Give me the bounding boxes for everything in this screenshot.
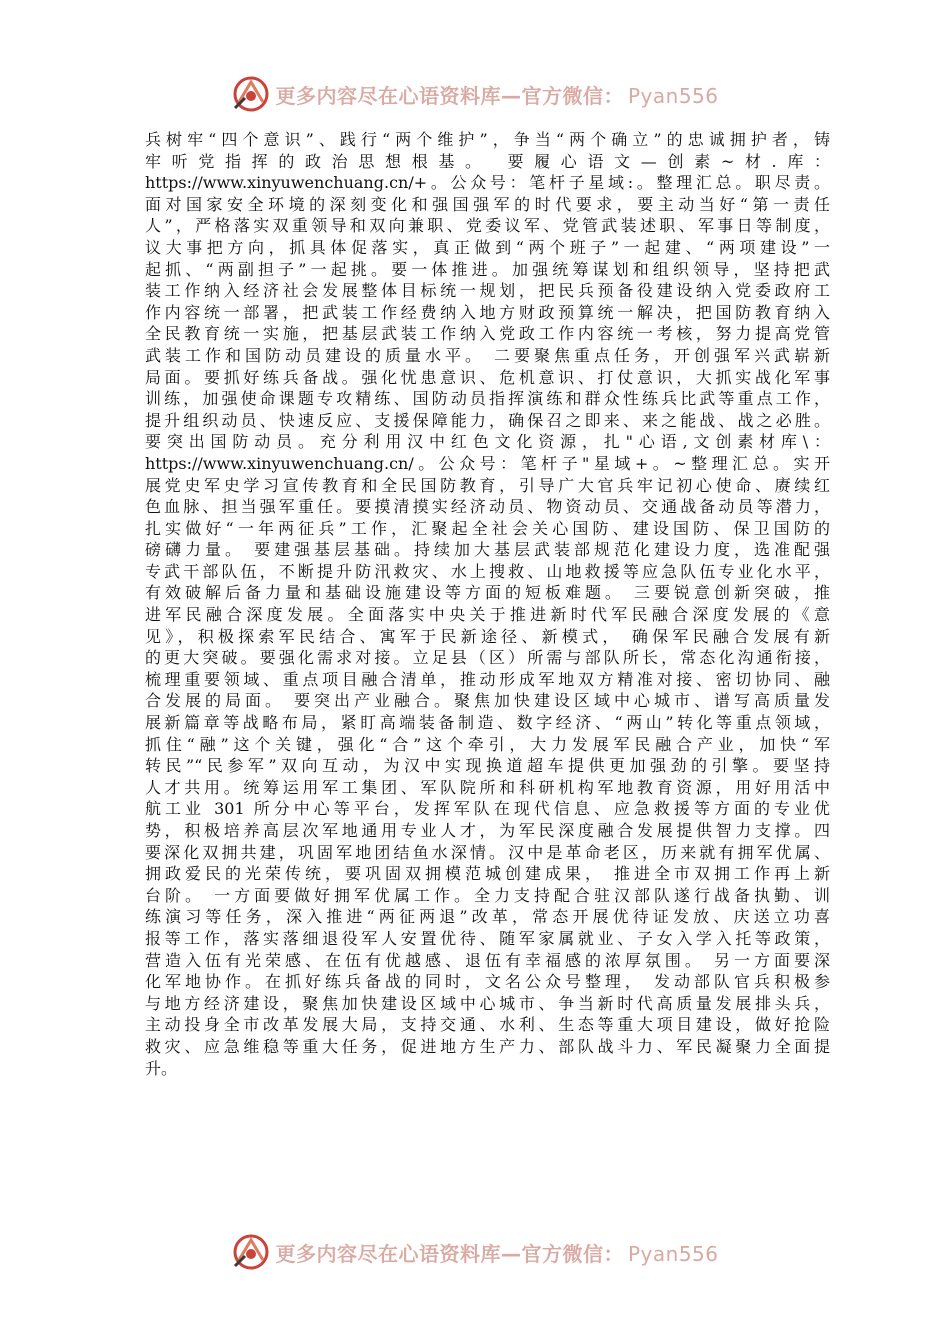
text-line: 作内容统一部署，把武装工作经费纳入地方财政预算统一解决，把国防教育纳入 — [145, 302, 830, 322]
text-line: 报等工作，落实落细退役军人安置优待、随军家属就业、子女入学入托等政策， — [145, 928, 830, 948]
text-line: 进军民融合深度发展。全面落实中央关于推进新时代军民融合深度发展的《意 — [145, 605, 830, 625]
text-line: 见》，积极探索军民结合、寓军于民新途径、新模式， 确保军民融合发展有新 — [145, 626, 830, 646]
banner-text: 更多内容尽在心语资料库—官方微信： Pyan556 — [275, 1241, 719, 1266]
text-line: 磅礴力量。 要建强基层基础。持续加大基层武装部规范化建设力度，选准配强 — [145, 540, 830, 560]
text-line: 营造入伍有光荣感、在伍有优越感、退伍有幸福感的浓厚氛围。 另一方面要深 — [145, 950, 830, 970]
text-line: 专武干部队伍，不断提升防汛救灾、水上搜救、山地救援等应急队伍专业化水平， — [145, 561, 830, 581]
text-line: 有效破解后备力量和基础设施建设等方面的短板难题。 三要锐意创新突破，推 — [145, 583, 830, 603]
text-line: 训练，加强使命课题专攻精练、国防动员指挥演练和群众性练兵比武等重点工作， — [145, 389, 830, 409]
text-line: 兵树牢“四个意识”、践行“两个维护”，争当“两个确立”的忠诚拥护者，铸 — [145, 130, 830, 149]
text-line: 航工业 301 所分中心等平台，发挥军队在现代信息、应急救援等方面的专业优 — [145, 799, 830, 819]
text-line: 全民教育统一实施，把基层武装工作纳入党政工作内容统一考核，努力提高党管 — [145, 324, 830, 344]
document-body — [145, 129, 830, 1079]
text-line: https://www.xinyuwenchuang.cn/+。公众号：笔杆子星域:。整理汇总。职尽责。 — [145, 173, 830, 193]
text-line: 展新篇章等战略布局，紧盯高端装备制造、数字经济、“两山”转化等重点领域， — [145, 713, 830, 733]
text-line: 色血脉、担当强军重任。要摸清摸实经济动员、物资动员、交通战备动员等潜力， — [145, 497, 830, 517]
text-line: 要深化双拥共建，巩固军地团结鱼水深情。汉中是革命老区，历来就有拥军优属、 — [145, 842, 830, 862]
banner-text: 更多内容尽在心语资料库—官方微信： Pyan556 — [275, 83, 719, 108]
text-line: 救灾、应急维稳等重大任务，促进地方生产力、部队战斗力、军民凝聚力全面提 — [145, 1036, 830, 1056]
text-line: 起抓、“两副担子”一起挑。要一体推进。加强统筹谋划和组织领导，坚持把武 — [145, 259, 830, 279]
text-line: 台阶。 一方面要做好拥军优属工作。全力支持配合驻汉部队遂行战备执勤、训 — [145, 885, 830, 905]
footer-watermark-banner — [0, 1230, 950, 1274]
wechat-id: Pyan556 — [627, 1241, 719, 1266]
text-line: 升。 — [145, 1058, 178, 1078]
text-line: 提升组织动员、快速反应、支援保障能力，确保召之即来、来之能战、战之必胜。 — [145, 410, 830, 430]
text-line: 议大事把方向，抓具体促落实，真正做到“两个班子”一起建、“两项建设”一 — [145, 237, 830, 257]
text-line: 扎实做好“一年两征兵”工作，汇聚起全社会关心国防、建设国防、保卫国防的 — [145, 518, 830, 538]
wechat-id: Pyan556 — [627, 83, 719, 108]
text-line: 与地方经济建设，聚焦加快建设区域中心城市、争当新时代高质量发展排头兵， — [145, 993, 830, 1013]
text-line: 势，积极培养高层次军地通用专业人才，为军民深度融合发展提供智力支撑。四 — [145, 821, 830, 840]
text-line: 局面。要抓好练兵备战。强化忧患意识、危机意识、打仗意识，大抓实战化军事 — [145, 367, 830, 387]
text-line: 化军地协作。在抓好练兵备战的同时，文名公众号整理， 发动部队官兵积极参 — [145, 972, 830, 992]
text-line: 装工作纳入经济社会发展整体目标统一规划，把民兵预备役建设纳入党委政府工 — [145, 281, 830, 301]
text-line: 梳理重要领域、重点项目融合清单，推动形成军地双方精准对接、密切协同、融 — [145, 669, 830, 689]
text-line: 转民”“民参军”双向互动，为汉中实现换道超车提供更加强劲的引擎。要坚持 — [145, 756, 830, 776]
header-watermark-banner — [0, 72, 950, 116]
text-line: 人才共用。统筹运用军工集团、军队院所和科研机构军地教育资源，用好用活中 — [145, 777, 830, 797]
text-line: 展党史军史学习宣传教育和全民国防教育，引导广大官兵牢记初心使命、赓续红 — [145, 475, 830, 495]
text-line: 的更大突破。要强化需求对接。立足县（区）所需与部队所长，常态化沟通衔接， — [145, 648, 830, 668]
text-line: 牢听党指挥的政治思想根基。 要履心语文—创素~材.库： — [145, 151, 830, 171]
brand-logo-icon — [231, 74, 271, 114]
text-line: 要突出国防动员。充分利用汉中红色文化资源，扎"心语,文创素材库\： — [145, 432, 830, 452]
text-line: 面对国家安全环境的深刻变化和强国强军的时代要求，要主动当好“第一责任 — [145, 194, 830, 214]
text-line: 人”，严格落实双重领导和双向兼职、党委议军、党管武装述职、军事日等制度， — [145, 216, 830, 236]
text-line: 练演习等任务，深入推进“两征两退”改革，常态开展优待证发放、庆送立功喜 — [145, 907, 830, 927]
text-line: 抓住“融”这个关键，强化“合”这个牵引，大力发展军民融合产业，加快“军 — [145, 734, 830, 754]
text-line: https://www.xinyuwenchuang.cn/。公众号：笔杆子"星域+。~整理汇总。实开 — [145, 453, 830, 473]
text-line: 武装工作和国防动员建设的质量水平。 二要聚焦重点任务，开创强军兴武崭新 — [145, 345, 830, 365]
text-line: 合发展的局面。 要突出产业融合。聚焦加快建设区域中心城市、谱写高质量发 — [145, 691, 830, 711]
text-line: 拥政爱民的光荣传统，要巩固双拥模范城创建成果， 推进全市双拥工作再上新 — [145, 864, 830, 884]
brand-logo-icon — [231, 1232, 271, 1272]
text-line: 主动投身全市改革发展大局，支持交通、水利、生态等重大项目建设，做好抢险 — [145, 1015, 830, 1035]
